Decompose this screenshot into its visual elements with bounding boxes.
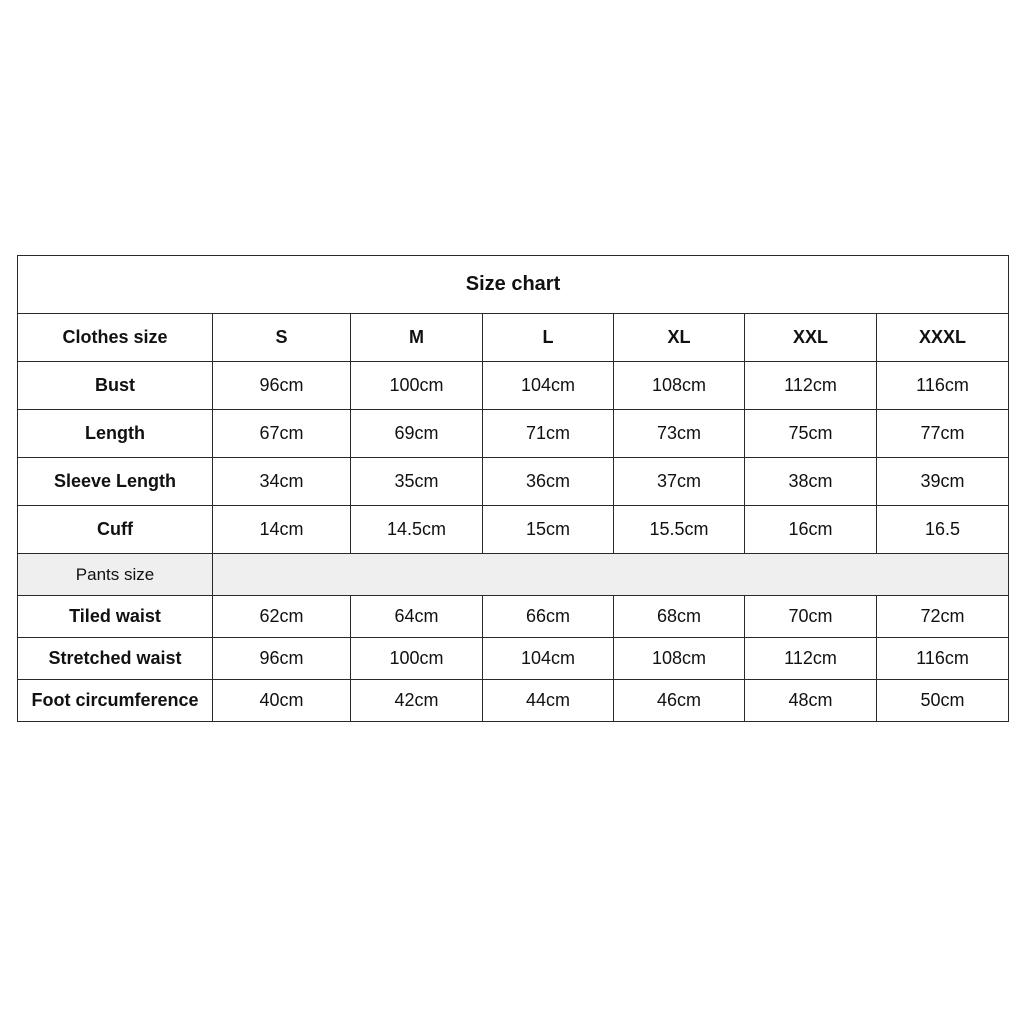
size-header-xxl: XXL: [745, 314, 877, 362]
table-cell: 70cm: [745, 596, 877, 638]
table-cell: 16.5: [877, 506, 1009, 554]
title-row: [18, 256, 1009, 314]
table-cell: 116cm: [877, 638, 1009, 680]
table-cell: 69cm: [351, 410, 483, 458]
size-header-l: L: [483, 314, 614, 362]
pants-size-section-row: [18, 554, 1009, 596]
row-label-tiled-waist: Tiled waist: [18, 596, 213, 638]
table-cell: 71cm: [483, 410, 614, 458]
table-cell: 14.5cm: [351, 506, 483, 554]
table-cell: 100cm: [351, 638, 483, 680]
table-cell: 104cm: [483, 362, 614, 410]
row-label-sleeve-length: Sleeve Length: [18, 458, 213, 506]
table-cell: 75cm: [745, 410, 877, 458]
clothes-size-header-row: [18, 314, 1009, 362]
table-cell: 72cm: [877, 596, 1009, 638]
row-label-stretched-waist: Stretched waist: [18, 638, 213, 680]
table-row-sleeve-length: [18, 458, 1009, 506]
pants-section-filler: [213, 554, 1009, 596]
table-cell: 68cm: [614, 596, 745, 638]
clothes-size-label: Clothes size: [18, 314, 213, 362]
table-cell: 40cm: [213, 680, 351, 722]
table-cell: 35cm: [351, 458, 483, 506]
row-label-bust: Bust: [18, 362, 213, 410]
table-cell: 16cm: [745, 506, 877, 554]
table-cell: 108cm: [614, 638, 745, 680]
size-header-xxxl: XXXL: [877, 314, 1009, 362]
row-label-foot-circumference: Foot circumference: [18, 680, 213, 722]
table-row-foot-circumference: [18, 680, 1009, 722]
table-cell: 46cm: [614, 680, 745, 722]
size-chart-table: [17, 255, 1009, 722]
table-cell: 48cm: [745, 680, 877, 722]
size-header-s: S: [213, 314, 351, 362]
table-cell: 15.5cm: [614, 506, 745, 554]
table-cell: 77cm: [877, 410, 1009, 458]
size-header-m: M: [351, 314, 483, 362]
row-label-cuff: Cuff: [18, 506, 213, 554]
table-cell: 64cm: [351, 596, 483, 638]
table-cell: 62cm: [213, 596, 351, 638]
table-row-tiled-waist: [18, 596, 1009, 638]
table-cell: 14cm: [213, 506, 351, 554]
table-row-length: [18, 410, 1009, 458]
table-cell: 15cm: [483, 506, 614, 554]
table-cell: 38cm: [745, 458, 877, 506]
table-cell: 96cm: [213, 638, 351, 680]
table-row-cuff: [18, 506, 1009, 554]
table-cell: 44cm: [483, 680, 614, 722]
table-cell: 36cm: [483, 458, 614, 506]
row-label-length: Length: [18, 410, 213, 458]
size-header-xl: XL: [614, 314, 745, 362]
table-cell: 112cm: [745, 638, 877, 680]
table-cell: 37cm: [614, 458, 745, 506]
table-cell: 104cm: [483, 638, 614, 680]
table-row-stretched-waist: [18, 638, 1009, 680]
table-cell: 116cm: [877, 362, 1009, 410]
table-cell: 42cm: [351, 680, 483, 722]
table-cell: 112cm: [745, 362, 877, 410]
table-cell: 108cm: [614, 362, 745, 410]
table-cell: 100cm: [351, 362, 483, 410]
table-cell: 66cm: [483, 596, 614, 638]
table-cell: 34cm: [213, 458, 351, 506]
pants-size-label: Pants size: [18, 554, 213, 596]
table-cell: 39cm: [877, 458, 1009, 506]
table-cell: 73cm: [614, 410, 745, 458]
table-cell: 96cm: [213, 362, 351, 410]
table-row-bust: [18, 362, 1009, 410]
table-cell: 50cm: [877, 680, 1009, 722]
table-title: Size chart: [18, 256, 1009, 314]
table-cell: 67cm: [213, 410, 351, 458]
